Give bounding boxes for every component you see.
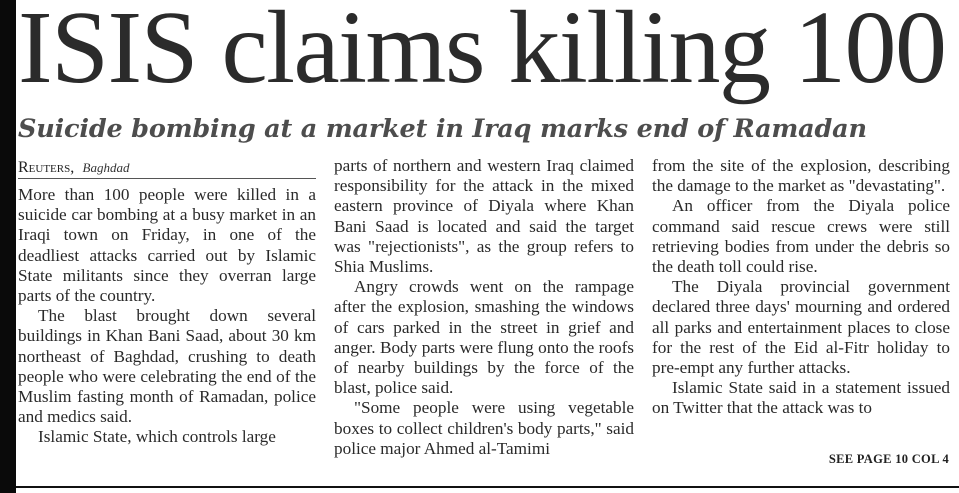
- column-1: [18, 156, 316, 474]
- headline: ISIS claims killing 100: [18, 0, 946, 105]
- byline-agency: Reuters,: [18, 159, 75, 176]
- paragraph: The Diyala provincial government declared three days' mourning and ordered all parks and entertainment places to close for the rest of the Eid al-Fitr holiday to pre-empt any further attacks.: [652, 277, 950, 378]
- paragraph: parts of northern and western Iraq claimed responsibility for the attack in the mixed eastern province of Diyala where Khan Bani Saad is located and said the target was "rejectionists", as the group refers to Shia Muslims.: [334, 156, 634, 277]
- continuation-link[interactable]: SEE PAGE 10 COL 4: [828, 452, 949, 466]
- paragraph: Angry crowds went on the rampage after the explosion, smashing the windows of cars parked in the street in grief and anger. Body parts were flung onto the roofs of nearby buildings by the force of the blast, police said.: [334, 277, 634, 398]
- paragraph: from the site of the explosion, describing the damage to the market as "devastating".: [652, 156, 950, 196]
- paragraph: More than 100 people were killed in a suicide car bombing at a busy market in an Iraqi town on Friday, in one of the deadliest attacks carried out by Islamic State militants since they overran large parts of the country.: [18, 185, 316, 306]
- bottom-rule: [16, 486, 959, 488]
- paragraph: Islamic State, which controls large: [38, 427, 276, 447]
- left-margin-bar: [0, 0, 16, 493]
- paragraph: "Some people were using vegetable boxes to collect children's body parts," said police major Ahmed al-Tamimi: [334, 398, 634, 458]
- byline-location: Baghdad: [82, 160, 130, 175]
- article-body: [18, 156, 951, 474]
- column-2: [334, 156, 634, 474]
- subheadline: Suicide bombing at a market in Iraq marks end of Ramadan: [18, 114, 867, 144]
- paragraph: An officer from the Diyala police command said rescue crews were still retrieving bodies from under the debris so the death toll could rise.: [652, 196, 950, 277]
- paragraph: Islamic State said in a statement issued on Twitter that the attack was to: [652, 378, 950, 418]
- column-3: [652, 156, 950, 474]
- byline: [18, 156, 316, 179]
- paragraph: The blast brought down several buildings in Khan Bani Saad, about 30 km northeast of Baghdad, crushing to death people who were celebrating the end of the Muslim fasting month of Ramadan, police and medics said.: [18, 306, 316, 427]
